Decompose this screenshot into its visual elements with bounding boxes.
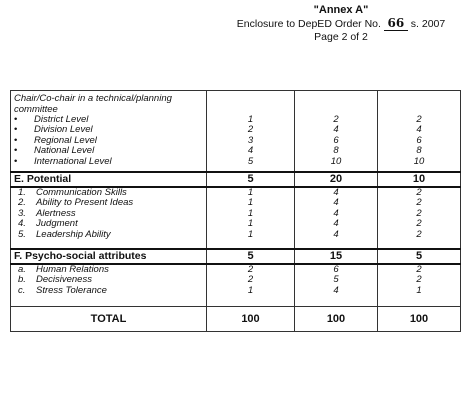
- list-item: • Division Level: [14, 125, 93, 136]
- committee-col2: 2 4 6 8 10: [295, 91, 378, 172]
- list-item: 1. Communication Skills: [18, 187, 127, 198]
- committee-block: [11, 91, 461, 172]
- list-item: c. Stress Tolerance: [18, 285, 107, 296]
- section-e-title: E. Potential: [11, 172, 207, 187]
- enclosure-suffix: s. 2007: [410, 17, 446, 30]
- page-number: Page 2 of 2: [314, 31, 368, 43]
- list-item: 4. Judgment: [18, 219, 78, 230]
- annex-title: "Annex A": [313, 4, 369, 16]
- section-e-items: 1. Communication Skills 2. Ability to Present Ideas 3. Alertness 4. Judgment 5. Leadership Ability 1 1 1 1 1 4 4 4 4 4 2 2 2 2 2: [11, 187, 461, 249]
- section-f-items: a. Human Relations b. Decisiveness c. Stress Tolerance 2 2 1 6 5 4 2 2 1: [11, 264, 461, 307]
- committee-label-cell: [11, 91, 207, 172]
- committee-col3: 2 4 6 8 10: [378, 91, 461, 172]
- section-f-col1: 5: [207, 249, 295, 264]
- section-e-col1: 5: [207, 172, 295, 187]
- list-item: 2. Ability to Present Ideas: [18, 198, 134, 209]
- total-col3: 100: [378, 307, 461, 332]
- total-col2: 100: [295, 307, 378, 332]
- total-row: [11, 307, 461, 332]
- order-number-blank: [384, 17, 408, 32]
- section-f-col2: 15: [295, 249, 378, 264]
- section-e-col3: 10: [378, 172, 461, 187]
- list-item: • District Level: [14, 115, 89, 125]
- rating-table: [10, 90, 461, 332]
- total-label: TOTAL: [11, 307, 207, 332]
- list-item: 3. Alertness: [18, 208, 76, 219]
- list-item: 5. Leadership Ability: [18, 229, 111, 240]
- committee-heading: Chair/Co-chair in a technical/planning committee: [14, 93, 172, 115]
- order-number: 66: [387, 15, 405, 30]
- committee-col1: 1 2 3 4 5: [207, 91, 295, 172]
- section-f-title: F. Psycho-social attributes: [11, 249, 207, 264]
- list-item: b. Decisiveness: [18, 275, 92, 286]
- section-f-col3: 5: [378, 249, 461, 264]
- list-item: a. Human Relations: [18, 264, 109, 275]
- section-e-col2: 20: [295, 172, 378, 187]
- section-e-header: [11, 172, 461, 187]
- annex-header: [226, 4, 456, 44]
- list-item: • International Level: [14, 156, 112, 167]
- list-item: • Regional Level: [14, 135, 97, 146]
- enclosure-line: [226, 17, 456, 32]
- list-item: • National Level: [14, 146, 95, 157]
- enclosure-prefix: Enclosure to DepED Order No.: [236, 17, 381, 30]
- section-f-header: [11, 249, 461, 264]
- total-col1: 100: [207, 307, 295, 332]
